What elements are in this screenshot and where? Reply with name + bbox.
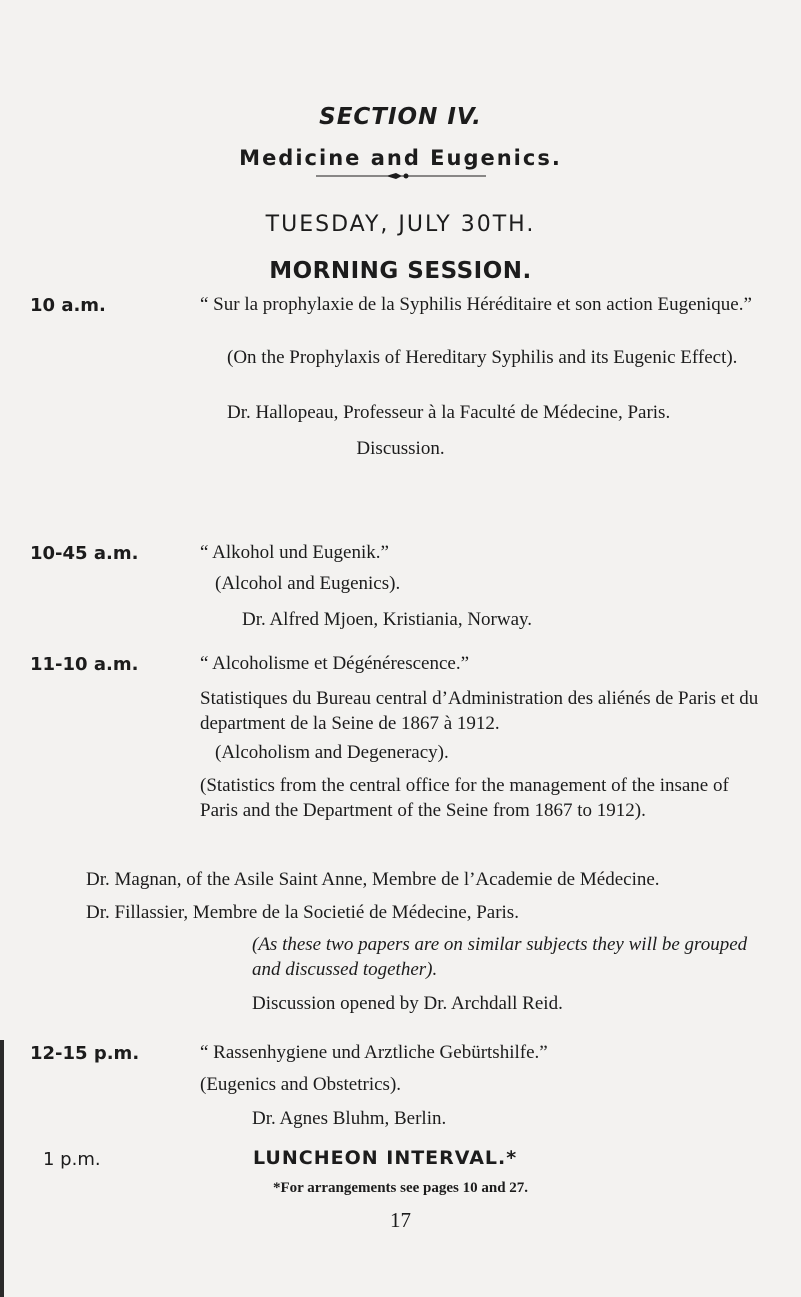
speaker: Dr. Alfred Mjoen, Kristiania, Norway. [242, 609, 533, 630]
time-label: 11-10 a.m. [30, 654, 139, 675]
paper-subtitle-translation: (Statistics from the central office for the management of the insane of Paris and the Department of the Seine from 1867 to 1912). [200, 775, 729, 821]
paper-translation: (On the Prophylaxis of Hereditary Syphilis and its Eugenic Effect). [227, 347, 738, 368]
paper-title: “ Sur la prophylaxie de la Syphilis Héréditaire et son action Eugenique.” [200, 294, 752, 315]
section-title: Medicine and Eugenics. [239, 146, 562, 170]
paper-subtitle: Statistiques du Bureau central d’Administration des aliénés de Paris et du department de la Seine de 1867 à 1912. [200, 688, 759, 734]
discussion-label: Discussion opened by Dr. Archdall Reid. [252, 993, 563, 1014]
paper-title: “ Alkohol und Eugenik.” [200, 542, 389, 563]
paper-title: “ Rassenhygiene und Arztliche Gebürtshilfe.” [200, 1042, 548, 1063]
session-date: TUESDAY, JULY 30TH. [265, 212, 536, 237]
ornament-divider-icon [316, 171, 486, 181]
grouping-note: (As these two papers are on similar subjects they will be grouped and discussed together). [252, 934, 748, 980]
time-label: 12-15 p.m. [30, 1043, 140, 1064]
footnote: *For arrangements see pages 10 and 27. [272, 1180, 529, 1196]
section-heading: SECTION IV. [319, 104, 482, 130]
luncheon-interval: LUNCHEON INTERVAL.* [253, 1147, 518, 1169]
paper-translation: (Eugenics and Obstetrics). [200, 1074, 402, 1095]
paper-translation: (Alcoholism and Degeneracy). [215, 742, 449, 763]
session-title: MORNING SESSION. [269, 258, 532, 284]
discussion-label: Discussion. [356, 438, 445, 459]
page-number: 17 [390, 1208, 411, 1232]
scan-edge [0, 1040, 4, 1297]
speaker: Dr. Hallopeau, Professeur à la Faculté de Médecine, Paris. [227, 402, 671, 423]
paper-title: “ Alcoholisme et Dégénérescence.” [200, 653, 470, 674]
speaker: Dr. Magnan, of the Asile Saint Anne, Membre de l’Academie de Médecine. [86, 869, 660, 890]
speaker: Dr. Agnes Bluhm, Berlin. [252, 1108, 447, 1129]
time-label: 10-45 a.m. [30, 543, 139, 564]
time-label: 1 p.m. [43, 1149, 101, 1170]
paper-translation: (Alcohol and Eugenics). [215, 573, 401, 594]
time-label: 10 a.m. [30, 295, 106, 316]
speaker: Dr. Fillassier, Membre de la Societié de Médecine, Paris. [86, 902, 519, 923]
